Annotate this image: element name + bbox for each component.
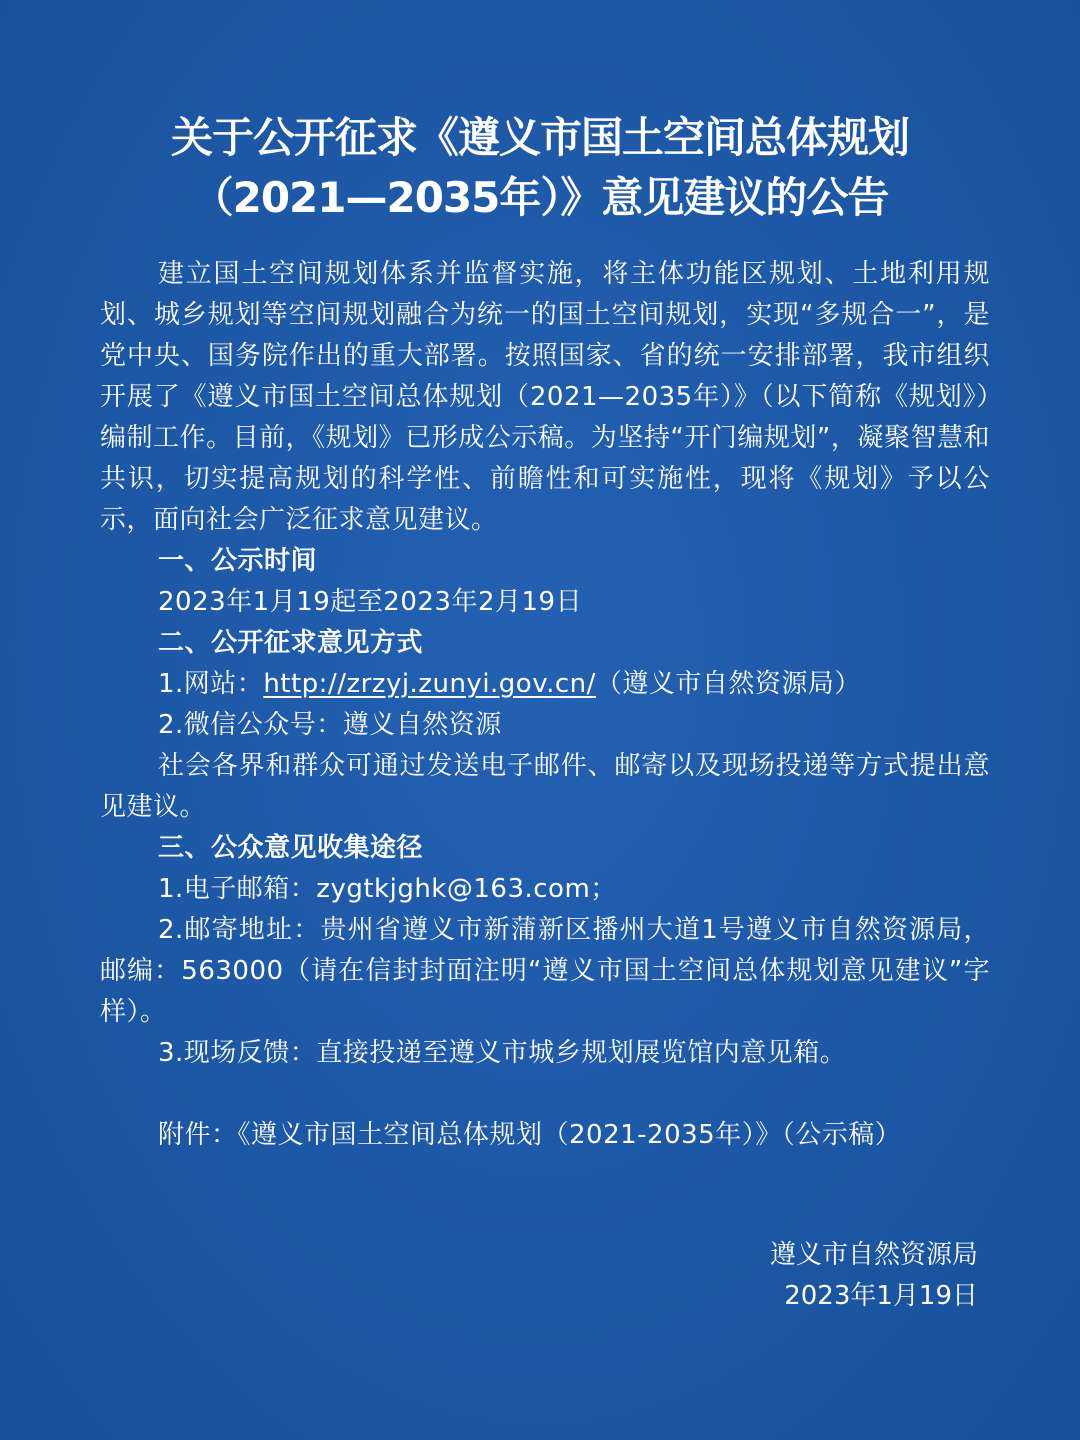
- website-owner: （遵义市自然资源局）: [595, 669, 861, 699]
- email-line: 1.电子邮箱：zygtkjghk@163.com；: [158, 874, 617, 904]
- title-line-1: 关于公开征求《遵义市国土空间总体规划: [170, 113, 909, 162]
- signature-block: [770, 1235, 978, 1317]
- section-1-heading: 一、公示时间: [158, 546, 318, 576]
- wechat-line: 2.微信公众号：遵义自然资源: [158, 710, 502, 740]
- page-title: [0, 108, 1080, 228]
- mail-line: 2.邮寄地址：贵州省遵义市新蒲新区播州大道1号遵义市自然资源局，邮编：563000（请在信封封面注明“遵义市国土空间总体规划意见建议”字样）。: [100, 915, 990, 1027]
- website-link[interactable]: http://zrzyj.zunyi.gov.cn/: [263, 669, 596, 699]
- onsite-line: 3.现场反馈：直接投递至遵义市城乡规划展览馆内意见箱。: [158, 1038, 847, 1068]
- intro-paragraph: 建立国土空间规划体系并监督实施，将主体功能区规划、土地利用规划、城乡规划等空间规划融合为统一的国土空间规划，实现“多规合一”，是党中央、国务院作出的重大部署。按照国家、省的统一安排部署，我市组织开展了《遵义市国土空间总体规划（2021—2035年）》（以下简称《规划》）编制工作。目前，《规划》已形成公示稿。为坚持“开门编规划”，凝聚智慧和共识，切实提高规划的科学性、前瞻性和可实施性，现将《规划》予以公示，面向社会广泛征求意见建议。: [100, 259, 990, 535]
- issuing-organization: 遵义市自然资源局: [769, 1240, 978, 1270]
- website-label: 1.网站：: [158, 669, 264, 699]
- website-line: [100, 664, 990, 705]
- publicity-period: 2023年1月19起至2023年2月19日: [158, 587, 583, 617]
- submission-note: 社会各界和群众可通过发送电子邮件、邮寄以及现场投递等方式提出意见建议。: [100, 751, 990, 822]
- spacer: [100, 1074, 990, 1115]
- title-line-2: （2021—2035年）》意见建议的公告: [191, 173, 889, 222]
- attachment-line: 附件：《遵义市国土空间总体规划（2021-2035年）》（公示稿）: [158, 1120, 902, 1150]
- issue-date: 2023年1月19日: [784, 1281, 978, 1311]
- section-3-heading: 三、公众意见收集途径: [158, 833, 424, 863]
- announcement-body: [100, 254, 990, 1156]
- section-2-heading: 二、公开征求意见方式: [158, 628, 424, 658]
